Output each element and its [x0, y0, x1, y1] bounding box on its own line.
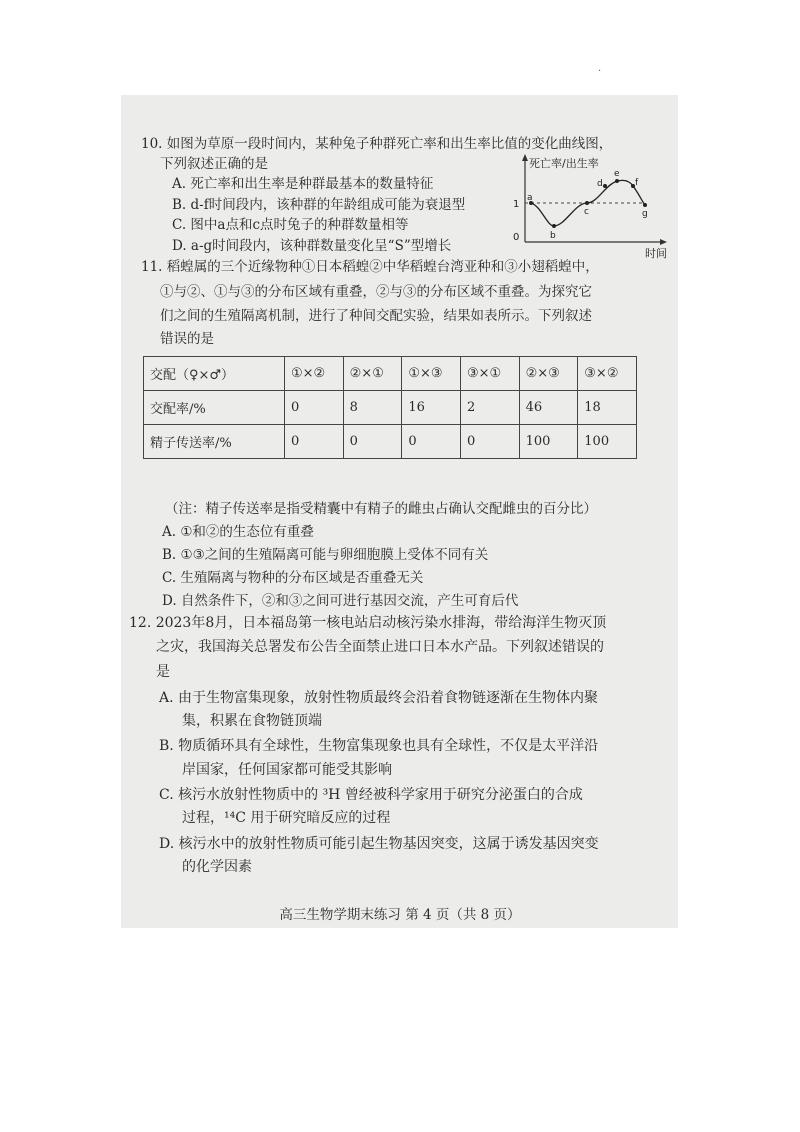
x-axis-arrow	[660, 239, 667, 245]
q11-stem-line1: 11. 稻蝗属的三个近缘物种①日本稻蝗②中华稻蝗台湾亚种和③小翅稻蝗中，	[141, 259, 599, 275]
table-cell: 0	[402, 425, 461, 459]
q11-stem-line4: 错误的是	[160, 331, 214, 347]
q10-graph	[505, 150, 675, 260]
q12-option-a-line1: A. 由于生物富集现象，放射性物质最终会沿着食物链逐渐在生物体内聚	[159, 690, 599, 706]
graph-xlabel: 时间	[645, 247, 667, 260]
q11-option-c: C. 生殖隔离与物种的分布区域是否重叠无关	[162, 570, 424, 586]
q12-stem-line1: 12. 2023年8月，日本福岛第一核电站启动核污染水排海，带给海洋生物灭顶	[129, 615, 607, 631]
q10-stem-line2: 下列叙述正确的是	[160, 156, 268, 172]
table-cell: ①×②	[285, 357, 344, 391]
q11-stem-line3: 们之间的生殖隔离机制，进行了种间交配实验，结果如表所示。下列叙述	[160, 308, 592, 324]
q11-note: （注：精子传送率是指受精囊中有精子的雌虫占确认交配雌虫的百分比）	[165, 501, 597, 517]
point-b	[552, 224, 556, 228]
label-d: d	[597, 179, 603, 189]
q12-stem-line2: 之灾，我国海关总署发布公告全面禁止进口日本水产品。下列叙述错误的	[156, 639, 604, 655]
label-e: e	[614, 169, 620, 179]
table-cell: 16	[402, 391, 461, 425]
q10-option-c: C. 图中a点和c点时兔子的种群数量相等	[172, 217, 409, 233]
q11-stem-line2: ①与②、①与③的分布区域有重叠，②与③的分布区域不重叠。为探究它	[160, 284, 592, 300]
graph-origin: 0	[513, 232, 520, 243]
table-cell: 0	[460, 425, 519, 459]
table-cell: ②×③	[519, 357, 578, 391]
table-cell: ③×②	[578, 357, 637, 391]
label-c: c	[584, 207, 589, 217]
table-cell: 8	[343, 391, 402, 425]
q12-option-d-line1: D. 核污水中的放射性物质可能引起生物基因突变，这属于诱发基因突变	[159, 836, 599, 852]
table-cell: 0	[285, 425, 344, 459]
q10-stem-line1: 10. 如图为草原一段时间内，某种兔子种群死亡率和出生率比值的变化曲线图，	[141, 136, 613, 152]
q12-option-d-line2: 的化学因素	[182, 859, 252, 875]
table-cell: 18	[578, 391, 637, 425]
table-cell: ③×①	[460, 357, 519, 391]
table-header: 交配（♀×♂）	[144, 357, 285, 391]
table-cell: ②×①	[343, 357, 402, 391]
q12-option-b-line1: B. 物质循环具有全球性，生物富集现象也具有全球性，不仅是太平洋沿	[159, 738, 599, 754]
q10-option-d: D. a-g时间段内，该种群数量变化呈“S”型增长	[172, 238, 452, 254]
graph-ytick-1: 1	[513, 199, 520, 210]
point-c	[585, 201, 589, 205]
q12-option-c-line2: 过程，¹⁴C 用于研究暗反应的过程	[182, 810, 391, 826]
q12-option-a-line2: 集，积累在食物链顶端	[182, 713, 322, 729]
label-a: a	[527, 193, 533, 203]
table-cell: 0	[343, 425, 402, 459]
q10-option-b: B. d-f时间段内，该种群的年龄组成可能为衰退型	[172, 197, 466, 213]
table-cell: 100	[578, 425, 637, 459]
table-row	[144, 425, 637, 459]
cross-table	[143, 356, 637, 459]
y-axis-arrow	[522, 154, 528, 161]
table-cell: ①×③	[402, 357, 461, 391]
table-cell: 100	[519, 425, 578, 459]
table-header: 交配率/%	[144, 391, 285, 425]
q12-option-b-line2: 岸国家，任何国家都可能受其影响	[182, 762, 392, 778]
q10-option-a: A. 死亡率和出生率是种群最基本的数量特征	[172, 176, 434, 192]
table-cell: 2	[460, 391, 519, 425]
point-e	[615, 179, 619, 183]
q12-option-c-line1: C. 核污水放射性物质中的 ³H 曾经被科学家用于研究分泌蛋白的合成	[159, 787, 583, 803]
table-cell: 0	[285, 391, 344, 425]
graph-ylabel: 死亡率/出生率	[529, 157, 599, 170]
label-f: f	[635, 178, 639, 188]
q11-option-b: B. ①③之间的生殖隔离可能与卵细胞膜上受体不同有关	[162, 547, 489, 563]
table-cell: 46	[519, 391, 578, 425]
label-g: g	[642, 209, 648, 219]
q11-option-d: D. 自然条件下，②和③之间可进行基因交流，产生可育后代	[162, 593, 519, 609]
label-b: b	[550, 231, 556, 241]
q11-option-a: A. ①和②的生态位有重叠	[162, 524, 314, 540]
table-row	[144, 391, 637, 425]
q12-stem-line3: 是	[156, 664, 170, 680]
point-g	[643, 203, 647, 207]
speck: ·	[598, 66, 602, 77]
point-d	[603, 184, 607, 188]
table-row	[144, 357, 637, 391]
page-footer: 高三生物学期末练习 第 4 页（共 8 页）	[279, 907, 521, 923]
table-header: 精子传送率/%	[144, 425, 285, 459]
